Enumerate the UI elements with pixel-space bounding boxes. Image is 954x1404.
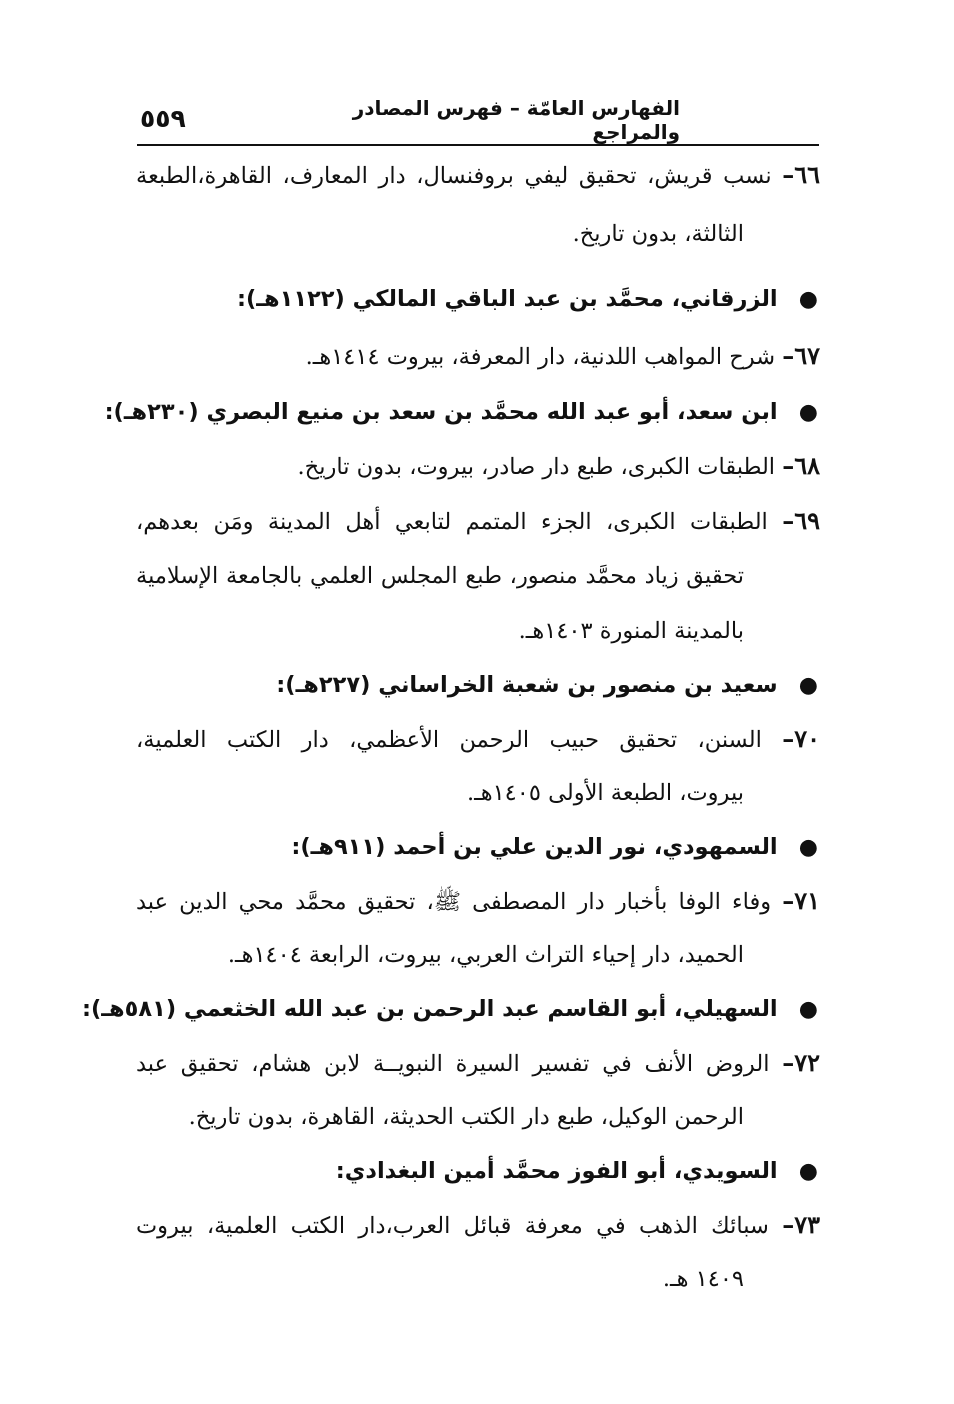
author-name: سعيد بن منصور بن شعبة الخراساني (٢٢٧هـ):: [276, 672, 778, 698]
entry-text: شرح المواهب اللدنية، دار المعرفة، بيروت ١٤١٤هـ.: [305, 344, 776, 370]
entry-text: تحقيق زياد محمَّد منصور، طبع المجلس العلمي بالجامعة الإسلامية: [136, 563, 744, 589]
entry-line: [298, 449, 820, 483]
entry-line: [136, 1046, 820, 1080]
entry-line: [136, 884, 820, 918]
author-name: السمهودي، نور الدين علي بن أحمد (٩١١هـ):: [291, 834, 778, 860]
page-number: ٥٥٩: [140, 104, 186, 133]
entry-text: الثالثة، بدون تاريخ.: [572, 221, 744, 247]
entry-number: ٧٢–: [782, 1048, 820, 1077]
entry-number: ٧٠–: [782, 724, 820, 753]
entry-line: [573, 217, 744, 251]
author-heading: [336, 1154, 818, 1188]
entry-text: الطبقات الكبرى، الجزء المتمم لتابعي أهل المدينة ومَن بعدهم،: [136, 509, 768, 535]
author-name: الزرقاني، محمَّد بن عبد الباقي المالكي (١١٢٢هـ):: [237, 286, 778, 312]
entry-text: الرحمن الوكيل، طبع دار الكتب الحديثة، القاهرة، بدون تاريخ.: [188, 1104, 744, 1130]
entry-text: الحميد، دار إحياء التراث العربي، بيروت، الرابعة ١٤٠٤هـ.: [227, 942, 744, 968]
entry-line: [136, 504, 820, 538]
bullet-icon: ●: [798, 835, 818, 860]
entry-line: [136, 722, 820, 756]
entry-line: [136, 1208, 820, 1242]
entry-line: [306, 339, 820, 373]
entry-number: ٦٧–: [782, 341, 820, 370]
entry-text: وفاء الوفا بأخبار دار المصطفى ﷺ، تحقيق محمَّد محي الدين عبد: [136, 889, 772, 915]
entry-text: الطبقات الكبرى، طبع دار صادر، بيروت، بدون تاريخ.: [297, 454, 776, 480]
entry-number: ٧١–: [782, 886, 820, 915]
entry-line: [136, 559, 744, 593]
header-divider: [137, 144, 819, 146]
bullet-icon: ●: [798, 287, 818, 312]
author-name: ابن سعد، أبو عبد الله محمَّد بن سعد بن منيع البصري (٢٣٠هـ):: [104, 399, 778, 425]
entry-line: [189, 1100, 744, 1134]
entry-text: السنن، تحقيق حبيب الرحمن الأعظمي، دار الكتب العلمية،: [136, 727, 762, 753]
entry-number: ٦٦–: [782, 160, 821, 189]
author-heading: [291, 830, 818, 864]
entry-line: [467, 776, 744, 810]
entry-text: بالمدينة المنورة ١٤٠٣هـ.: [518, 618, 744, 644]
entry-line: [228, 938, 744, 972]
author-name: السهيلي، أبو القاسم عبد الرحمن بن عبد الله الخثعمي (٥٨١هـ):: [82, 996, 778, 1022]
entry-text: سبائك الذهب في معرفة قبائل العرب،دار الكتب العلمية، بيروت: [136, 1213, 769, 1239]
running-header-title: الفهارس العامّة – فهرس المصادر والمراجع: [352, 96, 680, 144]
author-heading: [237, 282, 818, 316]
bullet-icon: ●: [798, 400, 818, 425]
entry-number: ٧٣–: [782, 1210, 820, 1239]
entry-number: ٦٨–: [782, 451, 820, 480]
entry-line: [136, 158, 820, 192]
entry-line: [663, 1262, 744, 1296]
entry-text: بيروت، الطبعة الأولى ١٤٠٥هـ.: [466, 780, 744, 806]
entry-line: [519, 614, 744, 648]
bullet-icon: ●: [798, 673, 818, 698]
author-name: السويدي، أبو الفوز محمَّد أمين البغدادي:: [335, 1158, 778, 1184]
entry-text: ١٤٠٩ هـ.: [662, 1266, 744, 1292]
author-heading: [105, 395, 818, 429]
author-heading: [82, 992, 818, 1026]
entry-text: الروض الأنف في تفسير السيرة النبويــة لابن هشام، تحقيق عبد: [136, 1051, 770, 1077]
entry-text: نسب قريش، تحقيق ليفي بروفنسال، دار المعارف، القاهرة،الطبعة: [136, 163, 772, 189]
author-heading: [276, 668, 818, 702]
bullet-icon: ●: [798, 1159, 818, 1184]
bullet-icon: ●: [798, 997, 818, 1022]
entry-number: ٦٩–: [782, 506, 821, 535]
